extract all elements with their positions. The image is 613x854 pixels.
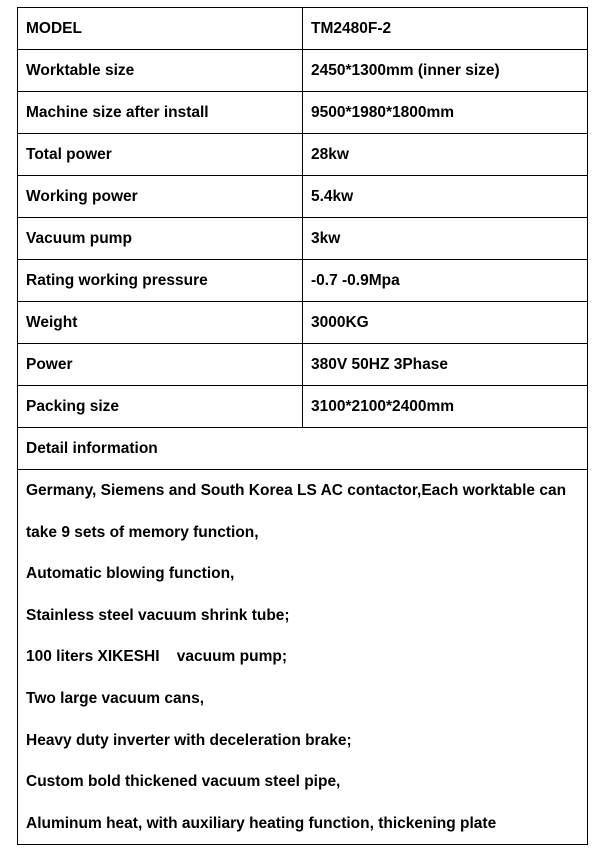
spec-value: 380V 50HZ 3Phase [303,344,588,386]
spec-label: Packing size [18,386,303,428]
detail-line: Two large vacuum cans, [26,689,205,707]
spec-value: TM2480F-2 [303,8,588,50]
spec-label: Total power [18,134,303,176]
spec-label: Worktable size [18,50,303,92]
spec-label: Rating working pressure [18,260,303,302]
spec-table-body [18,8,588,845]
detail-line: Heavy duty inverter with deceleration brake; [26,731,352,749]
spec-value: -0.7 -0.9Mpa [303,260,588,302]
detail-heading: Detail information [18,428,588,470]
detail-body-row [18,470,588,845]
spec-row-machine-size [18,92,588,134]
detail-line: Custom bold thickened vacuum steel pipe, [26,773,341,791]
detail-line: Aluminum heat, with auxiliary heating function, thickening plate [26,814,497,832]
spec-value: 3100*2100*2400mm [303,386,588,428]
spec-value: 5.4kw [303,176,588,218]
detail-line: Automatic blowing function, [26,565,235,583]
spec-row-working-power [18,176,588,218]
spec-value: 3000KG [303,302,588,344]
spec-row-vacuum-pump [18,218,588,260]
spec-row-packing-size [18,386,588,428]
spec-value: 28kw [303,134,588,176]
detail-line: Stainless steel vacuum shrink tube; [26,606,290,624]
spec-row-power [18,344,588,386]
spec-label: Power [18,344,303,386]
spec-label: Weight [18,302,303,344]
detail-line: take 9 sets of memory function, [26,523,259,541]
spec-label: Working power [18,176,303,218]
detail-heading-row [18,428,588,470]
spec-label: Machine size after install [18,92,303,134]
spec-row-model [18,8,588,50]
spec-row-weight [18,302,588,344]
spec-value: 9500*1980*1800mm [303,92,588,134]
spec-label: MODEL [18,8,303,50]
detail-line: Germany, Siemens and South Korea LS AC contactor,Each worktable can [26,482,567,499]
spec-row-worktable-size [18,50,588,92]
spec-row-rating-pressure [18,260,588,302]
spec-label: Vacuum pump [18,218,303,260]
spec-row-total-power [18,134,588,176]
detail-body [18,470,588,845]
spec-value: 2450*1300mm (inner size) [303,50,588,92]
spec-value: 3kw [303,218,588,260]
detail-line: 100 liters XIKESHI vacuum pump; [26,648,287,666]
spec-table [17,7,588,845]
